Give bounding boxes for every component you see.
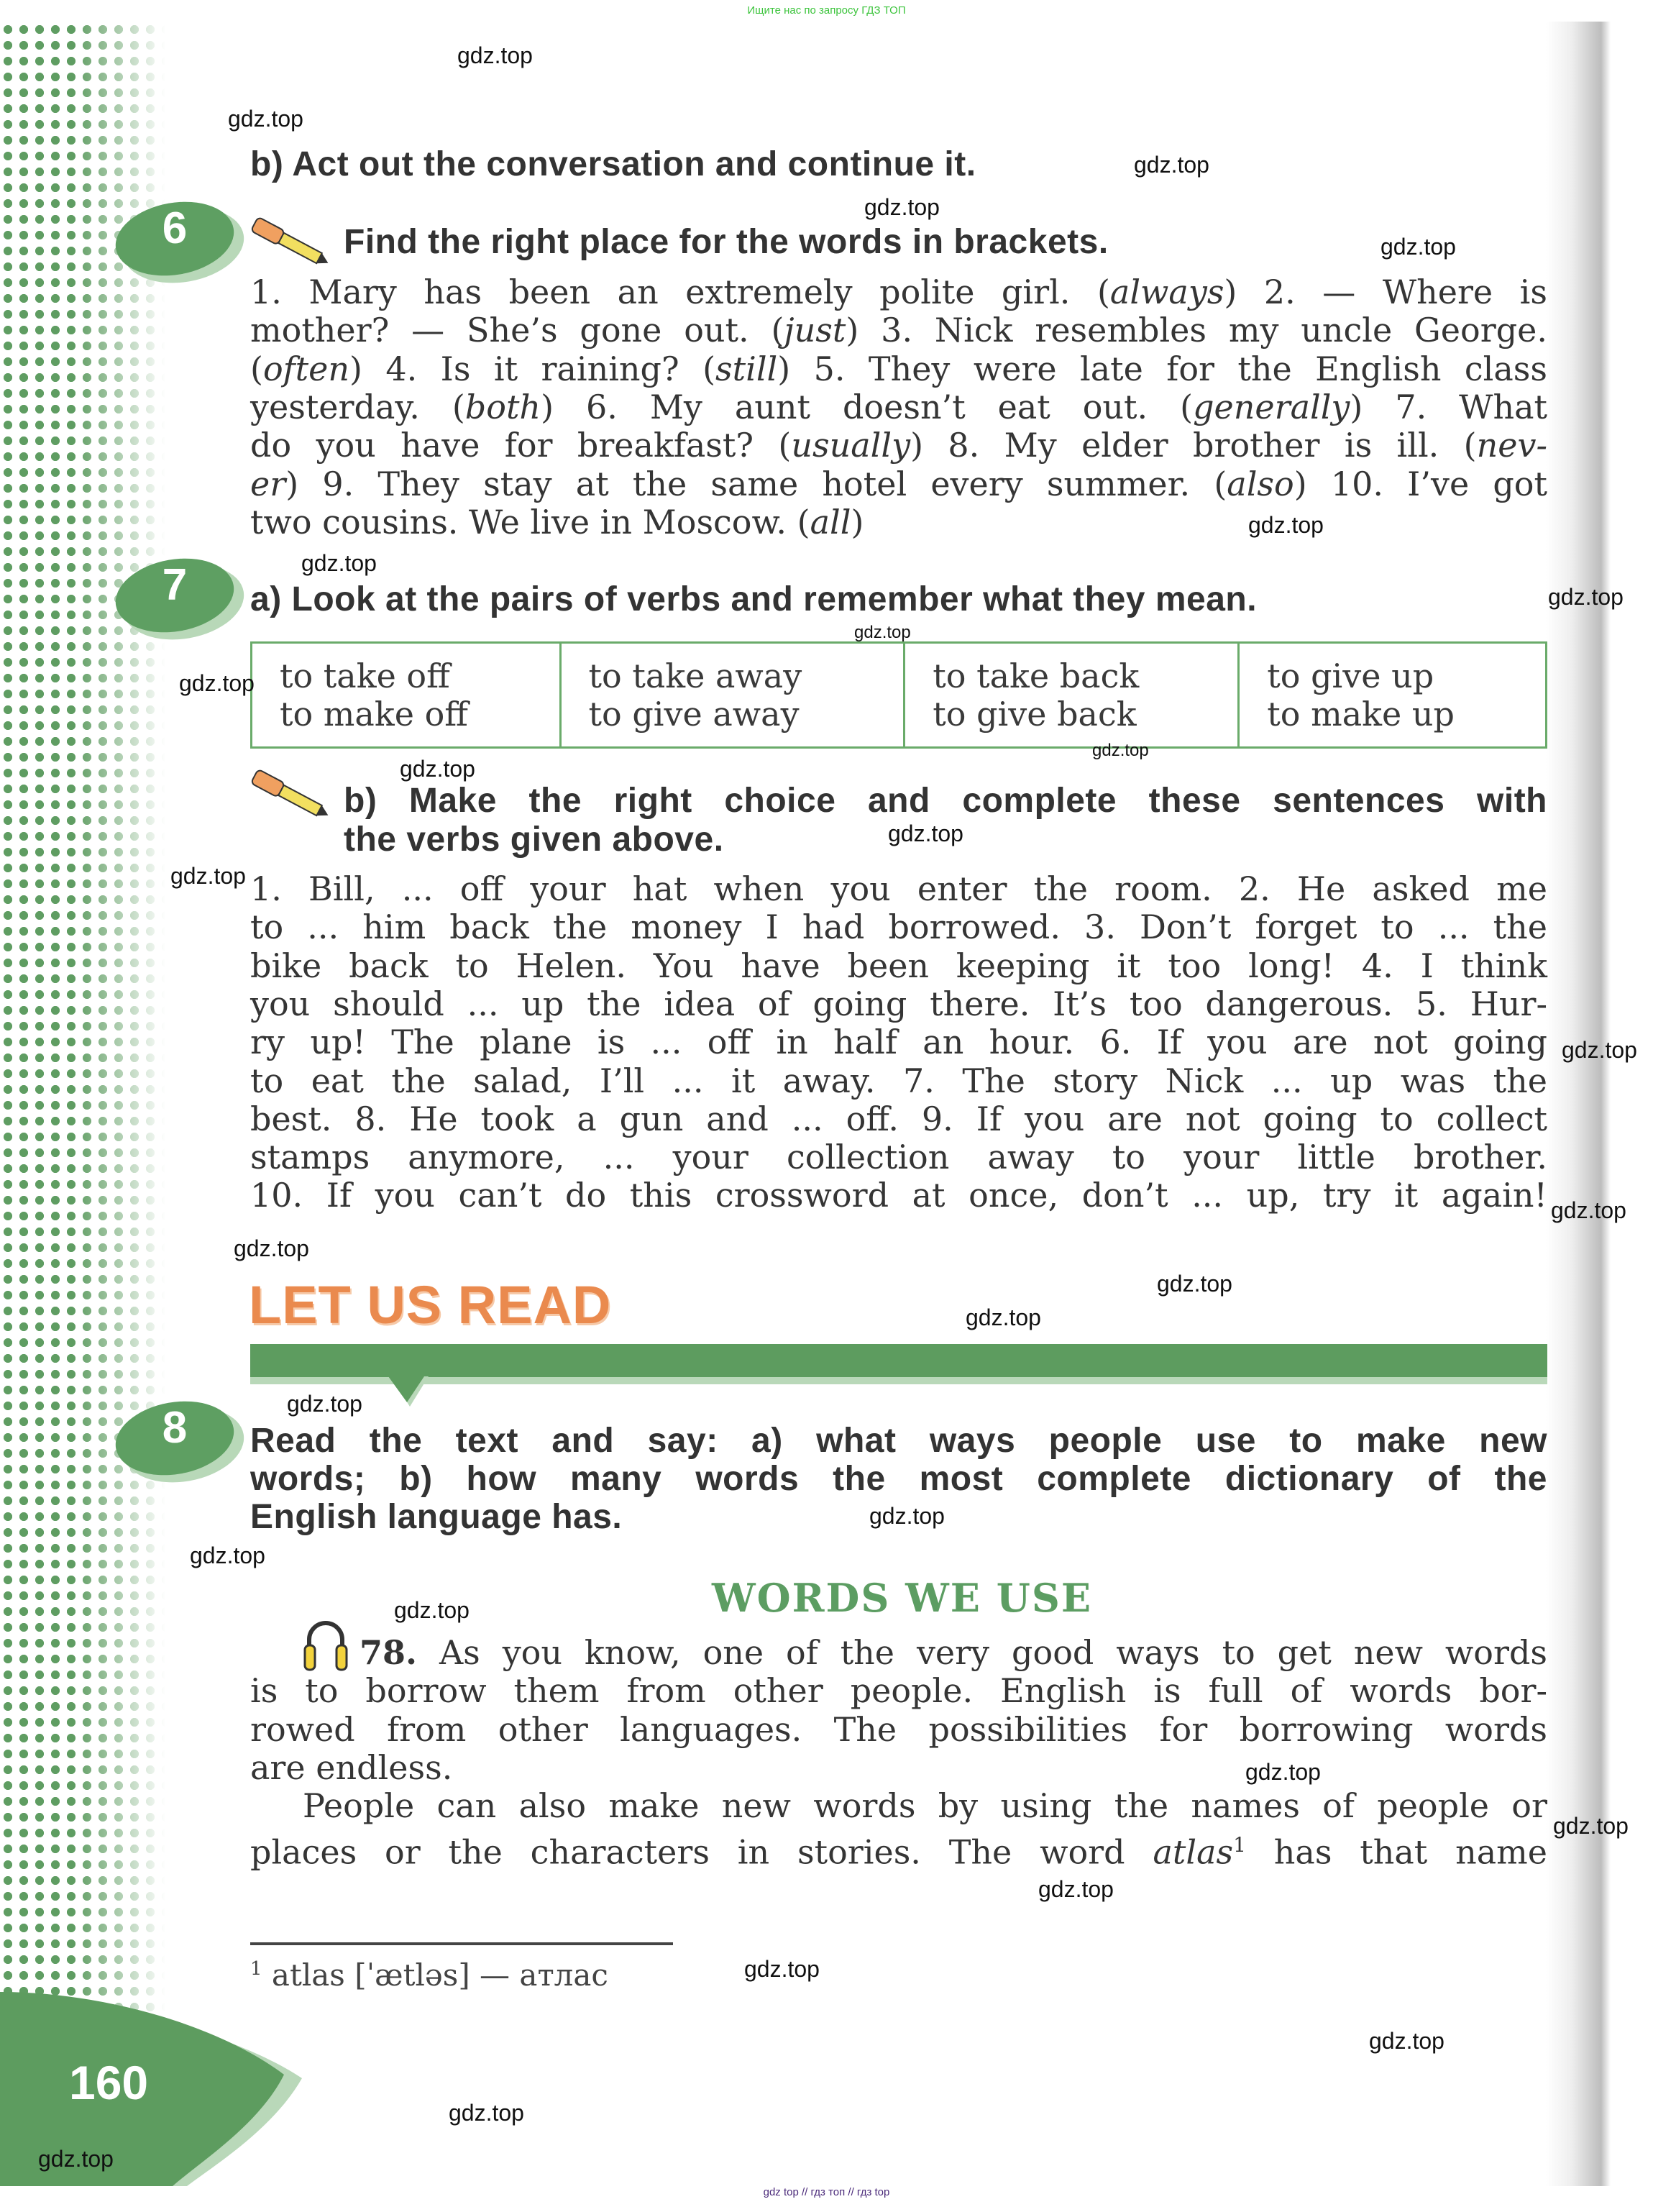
text-segment: ( xyxy=(250,349,263,388)
text-segment: you should ... up the idea of going there. It’s too dangerous. 5. Hur- xyxy=(250,984,1547,1023)
text-segment: do you have for breakfast? ( xyxy=(250,426,792,465)
text-segment: two cousins. We live in Moscow. ( xyxy=(250,502,810,541)
text-line xyxy=(250,503,1547,541)
text-line xyxy=(250,1711,1547,1749)
pencil-icon xyxy=(248,214,334,265)
watermark: gdz.top xyxy=(287,1391,362,1417)
verb-pair-cell: to give up to make up xyxy=(1239,643,1547,748)
exercise-6-badge xyxy=(115,203,242,279)
text-line xyxy=(250,947,1547,985)
text-line xyxy=(250,1023,1547,1061)
act-out-instruction: b) Act out the conversation and continue it. xyxy=(250,145,976,183)
text-line xyxy=(250,870,1547,908)
watermark: gdz.top xyxy=(1157,1271,1232,1297)
bracket-word: nev- xyxy=(1476,426,1547,465)
text-segment: places or the characters in stories. The word xyxy=(250,1832,1153,1871)
watermark: gdz.top xyxy=(38,2146,114,2172)
text-segment: stamps anymore, ... your collection away to your little brother. xyxy=(250,1138,1547,1177)
text-line xyxy=(250,311,1547,349)
exercise-8-heading-line: English language has. xyxy=(250,1498,623,1536)
watermark: gdz.top xyxy=(449,2100,524,2126)
watermark: gdz.top xyxy=(744,1956,820,1982)
watermark: gdz.top xyxy=(1548,584,1624,610)
text-segment: 1. Bill, ... off your hat when you enter the room. 2. He asked me xyxy=(250,869,1547,908)
text-segment: People can also make new words by using the names of people or xyxy=(303,1786,1547,1826)
footnote: $^1$ atlas [ˈætləs] — атлас xyxy=(250,1957,608,1993)
text-line xyxy=(250,985,1547,1023)
section-title: LET US READ xyxy=(249,1275,612,1335)
text-line xyxy=(360,1634,1547,1672)
text-segment: ry up! The plane is ... off in half an hour. 6. If you are not going xyxy=(250,1023,1547,1062)
text-segment: ) 4. Is it raining? ( xyxy=(349,349,716,388)
watermark: gdz.top xyxy=(888,821,963,846)
watermark: gdz.top xyxy=(1553,1813,1629,1839)
bracket-word: generally xyxy=(1193,387,1350,426)
watermark: gdz.top xyxy=(170,863,246,889)
exercise-7-badge xyxy=(115,559,242,636)
bracket-word: still xyxy=(715,349,778,388)
text-line xyxy=(250,908,1547,946)
text-line xyxy=(250,1062,1547,1100)
text-segment: bike back to Helen. You have been keeping it too long! 4. I think xyxy=(250,946,1547,985)
verb-pair-cell: to take back to give back xyxy=(905,643,1239,748)
watermark: gdz.top xyxy=(400,756,475,782)
text-line xyxy=(303,1787,1547,1825)
watermark: gdz.top xyxy=(301,550,377,576)
watermark: gdz.top xyxy=(864,194,940,220)
bracket-word: atlas xyxy=(1153,1832,1234,1871)
text-segment: ) 3. Nick resembles my uncle George. xyxy=(846,311,1547,350)
text-title: WORDS WE USE xyxy=(711,1575,1093,1621)
text-segment: 10. If you can’t do this crossword at once, don’t ... up, try it again! xyxy=(250,1176,1547,1215)
bracket-word: often xyxy=(262,349,350,388)
exercise-7b-heading-line: the verbs given above. xyxy=(344,821,724,859)
text-segment: rowed from other languages. The possibilities for borrowing words xyxy=(250,1709,1547,1749)
text-segment: ) xyxy=(851,502,864,541)
watermark: gdz.top xyxy=(869,1503,945,1529)
text-line xyxy=(250,1138,1547,1176)
watermark: gdz.top xyxy=(1380,234,1456,260)
section-bar xyxy=(250,1344,1547,1377)
text-segment: ) 6. My aunt doesn’t eat out. ( xyxy=(541,387,1194,426)
watermark: gdz.top xyxy=(457,42,533,68)
text-line xyxy=(250,1749,1547,1787)
watermark: gdz.top xyxy=(394,1597,470,1623)
text-line xyxy=(250,350,1547,388)
text-segment: are endless. xyxy=(250,1747,453,1787)
exercise-8-heading-line: Read the text and say: a) what ways people use to make new xyxy=(250,1422,1547,1460)
exercise-7a-heading: a) Look at the pairs of verbs and remember what they mean. xyxy=(250,580,1258,618)
decorative-dots xyxy=(0,22,165,2035)
text-segment: As you know, one of the very good ways to get new words xyxy=(417,1633,1547,1672)
text-segment: is to borrow them from other people. English is full of words bor- xyxy=(250,1671,1547,1711)
text-segment: 1. Mary has been an extremely polite girl. ( xyxy=(250,273,1110,311)
text-segment: yesterday. ( xyxy=(250,387,465,426)
text-line xyxy=(250,388,1547,426)
text-line xyxy=(250,1672,1547,1710)
verb-pair-cell: to take off to make off xyxy=(252,643,561,748)
bar-pointer xyxy=(388,1376,431,1408)
watermark: gdz.top xyxy=(1551,1197,1626,1223)
text-segment: ) 5. They were late for the English class xyxy=(777,349,1547,388)
bracket-word: er xyxy=(250,464,286,503)
exercise-8-badge xyxy=(115,1402,242,1479)
text-segment: ) 2. — Where is xyxy=(1224,273,1547,311)
pencil-icon xyxy=(248,767,334,817)
exercise-8-heading-line: words; b) how many words the most complete dictionary of the xyxy=(250,1460,1547,1498)
watermark: gdz.top xyxy=(966,1304,1041,1330)
text-line xyxy=(250,1176,1547,1215)
watermark: gdz.top xyxy=(1562,1037,1637,1063)
bracket-word: always xyxy=(1109,273,1224,311)
page-edge-shadow xyxy=(1546,22,1611,2186)
headphones-icon[interactable] xyxy=(301,1617,351,1671)
watermark: gdz.top xyxy=(179,670,255,696)
exercise-number: 6 xyxy=(162,204,188,253)
exercise-7b-heading-line: b) Make the right choice and complete these sentences with xyxy=(344,782,1547,820)
verb-pairs-table xyxy=(250,641,1547,749)
watermark: gdz.top xyxy=(1248,512,1324,538)
text-line xyxy=(250,273,1547,311)
text-segment: 1 xyxy=(1233,1832,1246,1857)
bottom-banner: gdz top // гдз топ // гдз top xyxy=(763,2186,890,2198)
text-line xyxy=(250,1100,1547,1138)
watermark: gdz.top xyxy=(190,1543,265,1568)
text-line xyxy=(250,465,1547,503)
bracket-word: all xyxy=(810,502,851,541)
exercise-number: 8 xyxy=(162,1403,188,1453)
verb-pair-cell: to take away to give away xyxy=(560,643,905,748)
text-segment: ) 10. I’ve got xyxy=(1293,464,1547,503)
watermark: gdz.top xyxy=(854,623,911,642)
footnote-divider xyxy=(250,1942,673,1945)
exercise-number: 7 xyxy=(162,560,188,610)
watermark: gdz.top xyxy=(1092,741,1149,760)
watermark: gdz.top xyxy=(1038,1876,1114,1902)
text-segment: ) 7. What xyxy=(1350,387,1547,426)
text-segment: ) 8. My elder brother is ill. ( xyxy=(910,426,1477,465)
text-line xyxy=(250,426,1547,465)
watermark: gdz.top xyxy=(1369,2028,1444,2054)
text-segment: 78. xyxy=(360,1633,418,1672)
exercise-6-heading: Find the right place for the words in brackets. xyxy=(344,223,1109,261)
text-segment: has that name xyxy=(1245,1832,1548,1871)
text-segment: to ... him back the money I had borrowed. 3. Don’t forget to ... the xyxy=(250,908,1547,947)
section-bar-shadow xyxy=(250,1377,1547,1384)
text-segment: ) 9. They stay at the same hotel every summer. ( xyxy=(285,464,1227,503)
bracket-word: usually xyxy=(791,426,911,465)
watermark: gdz.top xyxy=(1134,152,1209,178)
watermark: gdz.top xyxy=(234,1235,309,1261)
watermark: gdz.top xyxy=(1245,1759,1321,1785)
top-banner: Ищите нас по запросу ГДЗ ТОП xyxy=(747,4,906,17)
text-segment: best. 8. He took a gun and ... off. 9. If you are not going to collect xyxy=(250,1099,1547,1138)
text-line xyxy=(250,1826,1547,1871)
text-segment: to eat the salad, I’ll ... it away. 7. The story Nick ... up was the xyxy=(250,1061,1547,1100)
page-number: 160 xyxy=(69,2056,149,2109)
watermark: gdz.top xyxy=(228,106,303,132)
text-segment: mother? — She’s gone out. ( xyxy=(250,311,784,350)
bracket-word: also xyxy=(1227,464,1294,503)
bracket-word: both xyxy=(464,387,541,426)
bracket-word: just xyxy=(784,311,846,350)
